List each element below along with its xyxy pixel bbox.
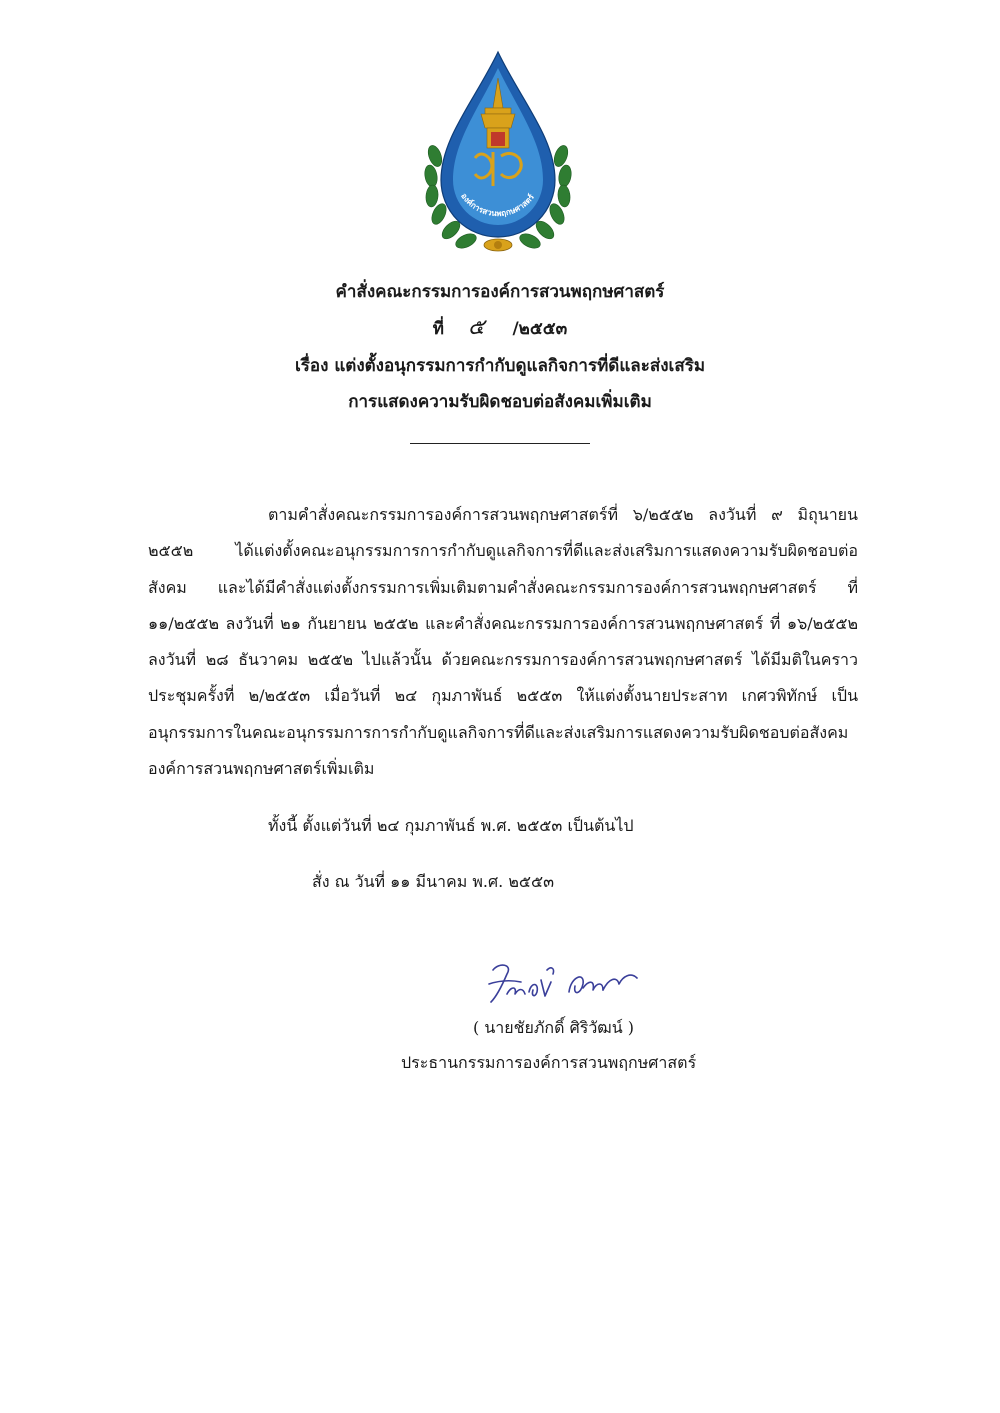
emblem-text: องค์การสวนพฤกษศาสตร์ (459, 191, 537, 219)
organization-emblem-logo (423, 48, 573, 256)
order-number-value: ๕ (467, 315, 485, 340)
order-number-suffix: /๒๕๕๓ (512, 319, 568, 339)
subject-line-1: เรื่อง แต่งตั้งอนุกรรมการกำกับดูแลกิจการที่ดีและส่งเสริม (294, 356, 706, 376)
signer-title: ประธานกรรมการองค์การสวนพฤกษศาสตร์ (401, 1053, 697, 1072)
effective-date-line: ทั้งนี้ ตั้งแต่วันที่ ๒๔ กุมภาพันธ์ พ.ศ. ๒๕๕๓ เป็นต้นไป (268, 816, 634, 835)
ordered-date-line: สั่ง ณ วันที่ ๑๑ มีนาคม พ.ศ. ๒๕๕๓ (312, 872, 555, 891)
order-number (0, 316, 1000, 341)
body-paragraph: ตามคำสั่งคณะกรรมการองค์การสวนพฤกษศาสตร์ที่ ๖/๒๕๕๒ ลงวันที่ ๙ มิถุนายน ๒๕๕๒ ได้แต่งตั้งคณะอนุกรรมการการกำกับดูแลกิจการที่ดีและส่งเสริมการแสดงความรับผิดชอบต่อสังคม และได้มีคำสั่งแต่งตั้งกรรมการเพิ่มเติมตามคำสั่งคณะกรรมการองค์การสวนพฤกษศาสตร์ ที่ ๑๑/๒๕๕๒ ลงวันที่ ๒๑ กันยายน ๒๕๕๒ และคำสั่งคณะกรรมการองค์การสวนพฤกษศาสตร์ ที่ ๑๖/๒๕๕๒ ลงวันที่ ๒๘ ธันวาคม ๒๕๕๒ ไปแล้วนั้น ด้วยคณะกรรมการองค์การสวนพฤกษศาสตร์ ได้มีมติในคราวประชุมครั้งที่ ๒/๒๕๕๓ เมื่อวันที่ ๒๔ กุมภาพันธ์ ๒๕๕๓ ให้แต่งตั้งนายประสาท เกศวพิทักษ์ เป็นอนุกรรมการในคณะอนุกรรมการการกำกับดูแลกิจการที่ดีและส่งเสริมการแสดงความรับผิดชอบต่อสังคม องค์การสวนพฤกษศาสตร์เพิ่มเติม (148, 505, 858, 779)
subject-line-2: การแสดงความรับผิดชอบต่อสังคมเพิ่มเติม (348, 392, 652, 412)
signer-name: ( นายชัยภักดิ์ ศิริวัฒน์ ) (473, 1018, 635, 1037)
order-title: คำสั่งคณะกรรมการองค์การสวนพฤกษศาสตร์ (335, 282, 665, 302)
handwritten-signature (485, 958, 645, 1014)
order-number-prefix: ที่ (432, 319, 444, 339)
divider-rule (410, 443, 590, 444)
